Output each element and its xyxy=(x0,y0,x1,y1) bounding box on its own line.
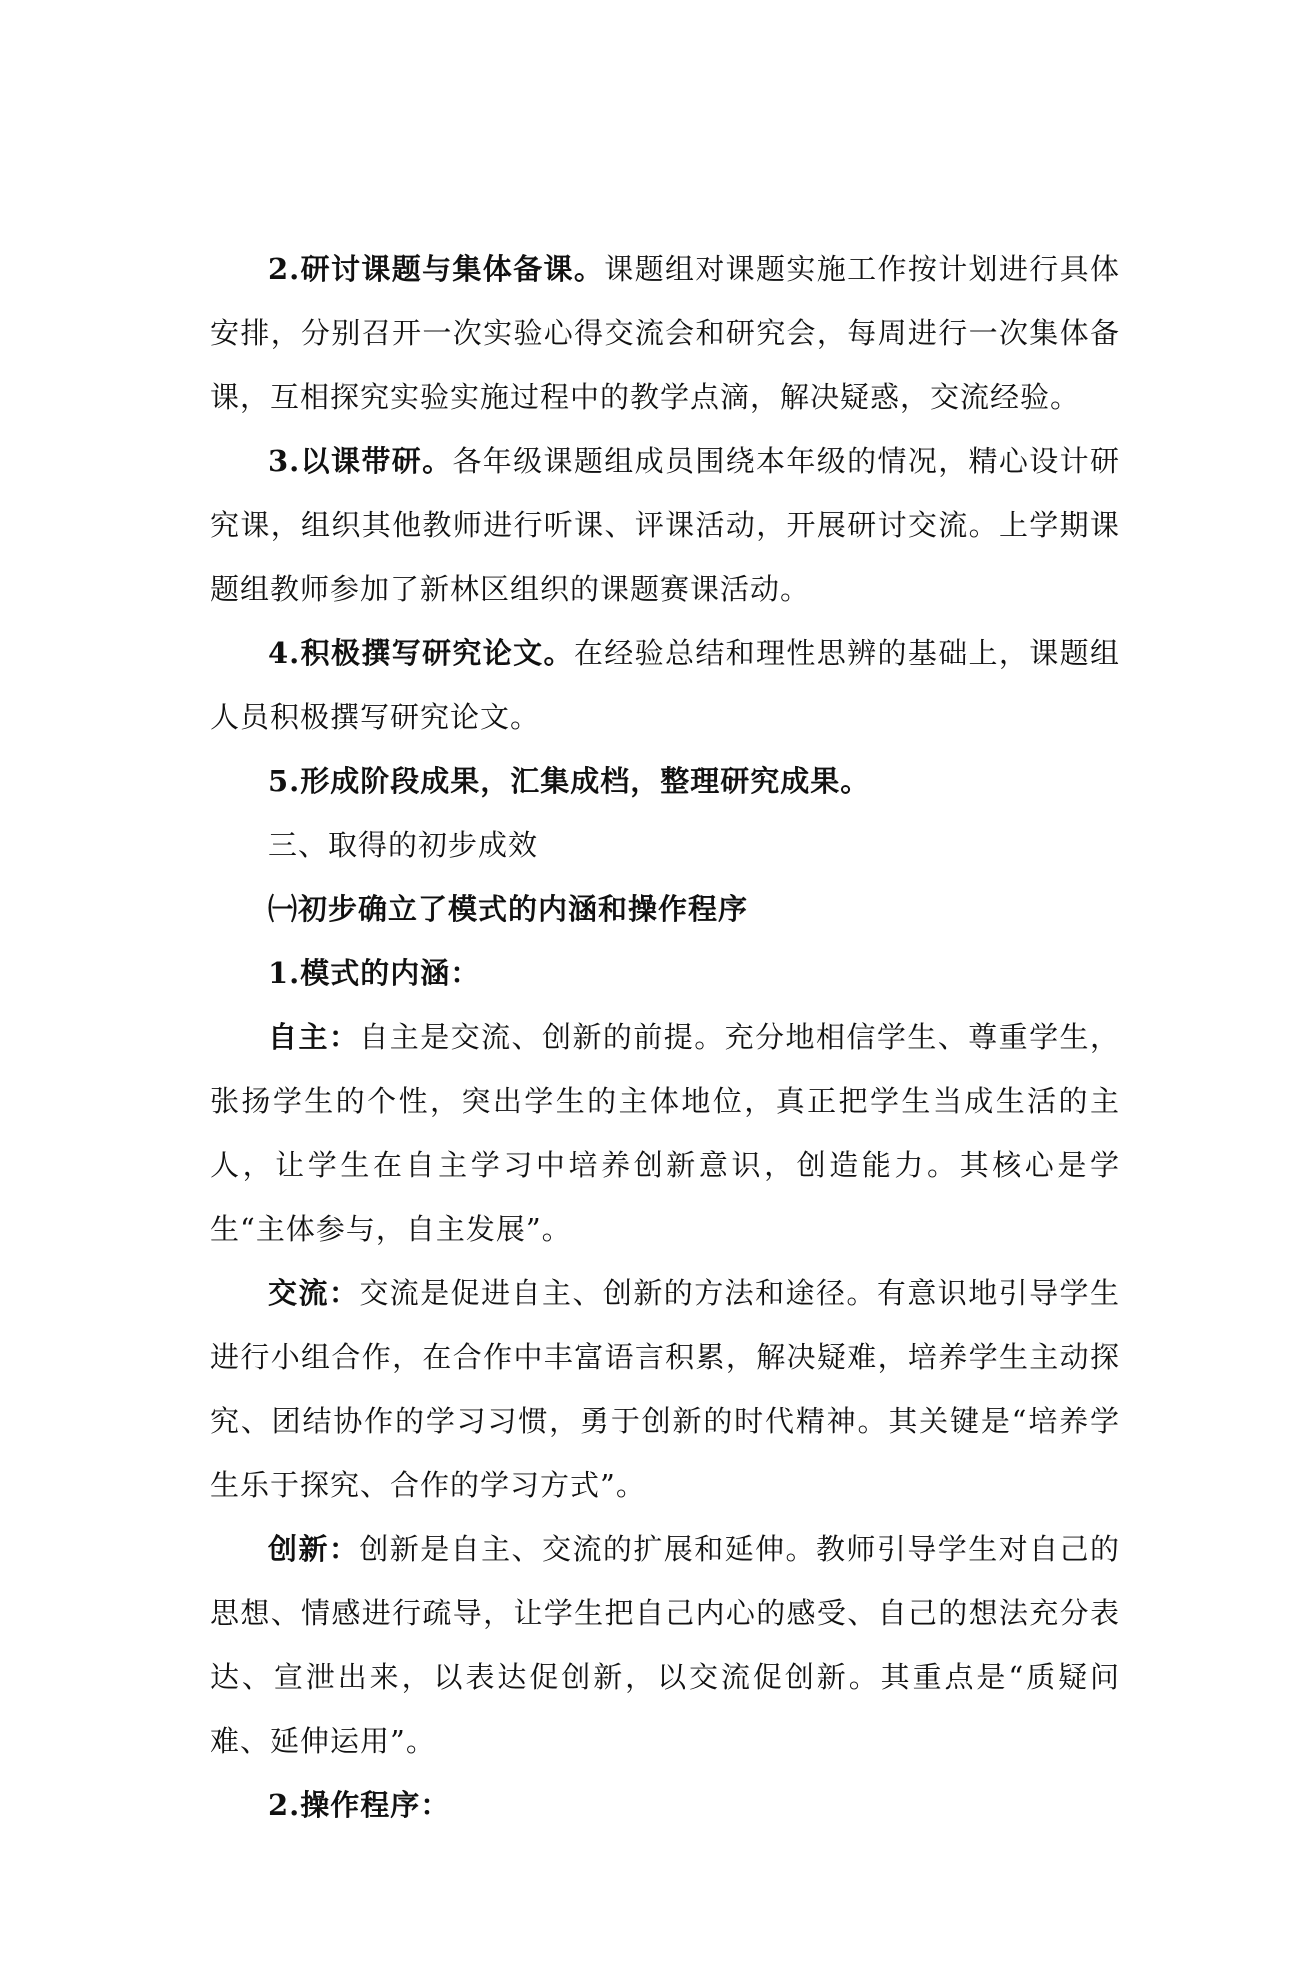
paragraph-body: 在经验总结和理性思辨的基础上，课题组人员积极撰写研究论文。 xyxy=(210,636,1120,734)
term-label: 自主： xyxy=(268,1020,360,1054)
document-body xyxy=(210,237,1120,1837)
paragraph-lead: 4.积极撰写研究论文。 xyxy=(268,636,574,670)
paragraph-lead: 3.以课带研。 xyxy=(268,444,453,478)
paragraph-communication xyxy=(210,1261,1120,1517)
subsection-heading-model: ㈠初步确立了模式的内涵和操作程序 xyxy=(268,892,749,926)
paragraph-body: 各年级课题组成员围绕本年级的情况，精心设计研究课，组织其他教师进行听课、评课活动，开展研讨交流。上学期课题组教师参加了新林区组织的课题赛课活动。 xyxy=(210,444,1120,606)
paragraph-collective-lesson-prep xyxy=(210,237,1120,429)
section-heading-preliminary-results: 三、取得的初步成效 xyxy=(268,828,539,862)
paragraph-body: 课题组对课题实施工作按计划进行具体安排，分别召开一次实验心得交流会和研究会，每周进行一次集体备课，互相探究实验实施过程中的教学点滴，解决疑惑，交流经验。 xyxy=(210,252,1120,414)
paragraph-write-papers xyxy=(210,621,1120,749)
paragraph-innovation xyxy=(210,1517,1120,1773)
term-label: 创新： xyxy=(268,1532,360,1566)
paragraph-body: 创新是自主、交流的扩展和延伸。教师引导学生对自己的思想、情感进行疏导，让学生把自己内心的感受、自己的想法充分表达、宣泄出来，以表达促创新，以交流促创新。其重点是“质疑问难、延伸运用”。 xyxy=(210,1532,1120,1758)
paragraph-lead: 2.研讨课题与集体备课。 xyxy=(268,252,605,286)
item-heading-model-connotation: 1.模式的内涵： xyxy=(268,956,481,990)
paragraph-autonomy xyxy=(210,1005,1120,1261)
paragraph-stage-results: 5.形成阶段成果，汇集成档，整理研究成果。 xyxy=(268,764,871,798)
term-label: 交流： xyxy=(268,1276,360,1310)
paragraph-body: 自主是交流、创新的前提。充分地相信学生、尊重学生，张扬学生的个性，突出学生的主体地位，真正把学生当成生活的主人，让学生在自主学习中培养创新意识，创造能力。其核心是学生“主体参与，自主发展”。 xyxy=(210,1020,1120,1246)
paragraph-lesson-research xyxy=(210,429,1120,621)
item-heading-operation-procedure: 2.操作程序： xyxy=(268,1788,451,1822)
paragraph-body: 交流是促进自主、创新的方法和途径。有意识地引导学生进行小组合作，在合作中丰富语言积累，解决疑难，培养学生主动探究、团结协作的学习习惯，勇于创新的时代精神。其关键是“培养学生乐于探究、合作的学习方式”。 xyxy=(210,1276,1120,1502)
